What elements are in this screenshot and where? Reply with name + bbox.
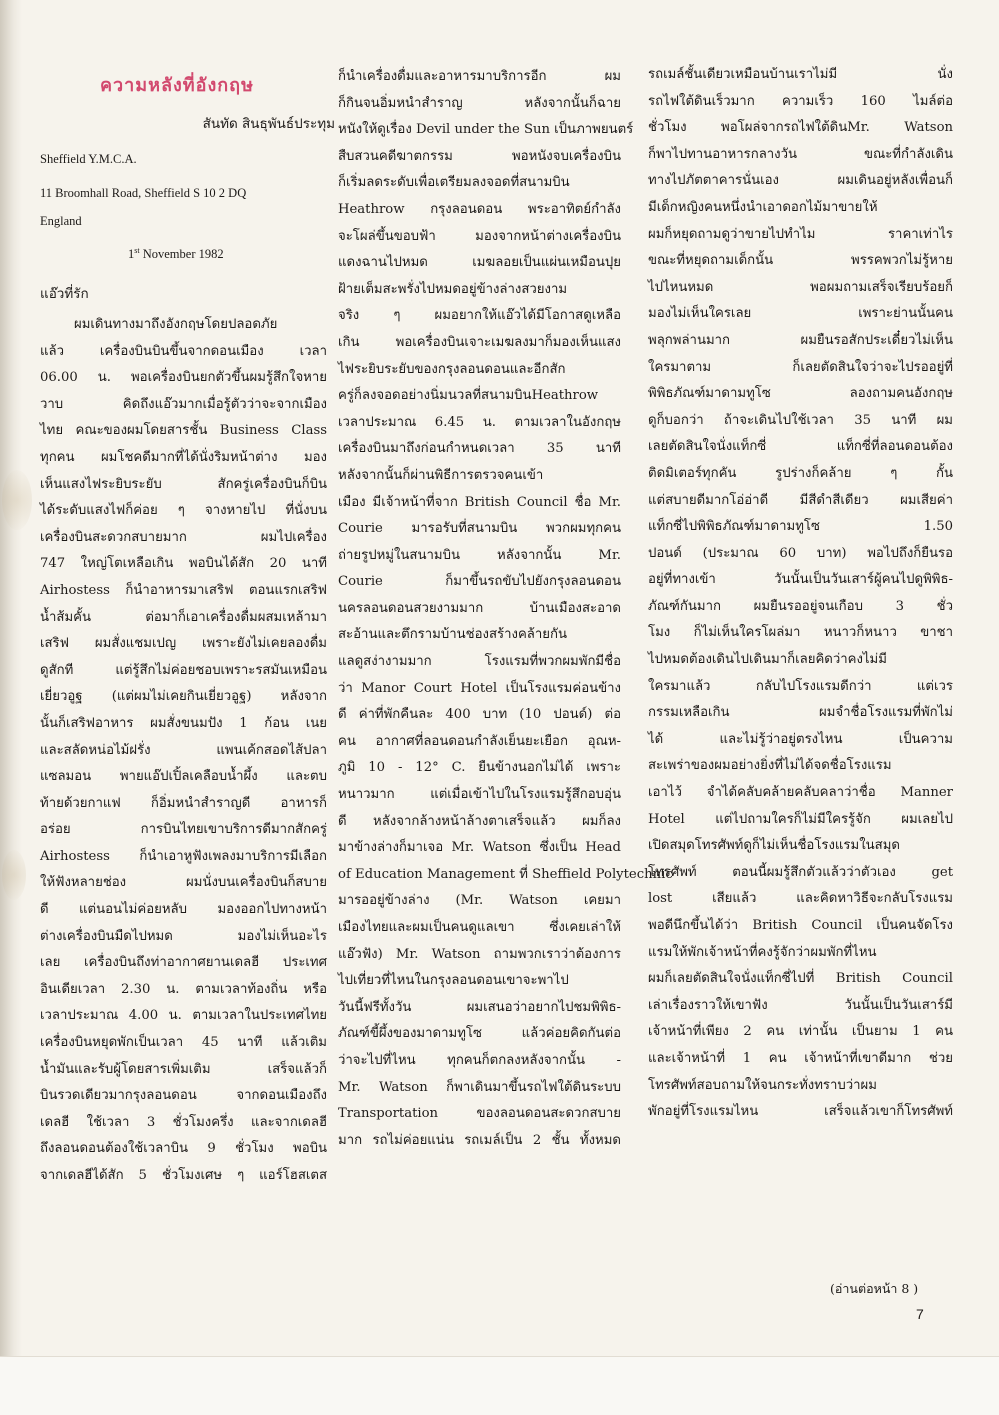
text-line: ไปไหนหมด พอผมถามเสร็จเรียบร้อยก็ bbox=[648, 279, 953, 295]
text-line: Mr. Watson ก็พาเดินมาขึ้นรถไฟใต้ดินระบบ bbox=[338, 1079, 621, 1095]
text-line: แรมให้พักเจ้าหน้าที่คงรู้จักว่าผมพักที่ไหน bbox=[648, 944, 877, 960]
text-line: ใครมาตาม ก็เลยตัดสินใจว่าจะไปรออยู่ที่ bbox=[648, 359, 953, 375]
text-line: จะโผล่ขึ้นขอบฟ้า มองจากหน้าต่างเครื่องบิน bbox=[338, 228, 621, 244]
text-line: เครื่องบินสะดวกสบายมาก ผมไปเครื่อง bbox=[40, 529, 327, 545]
text-line: แซลมอน พายแอ๊ปเปิ้ลเคลือบน้ำผึ้ง และตบ bbox=[40, 769, 327, 785]
text-line: เลยตัดสินใจนั่งแท็กซี่ แท็กซี่ที่ลอนดอนต้อง bbox=[648, 439, 953, 455]
text-line: ผมเดินทางมาถึงอังกฤษโดยปลอดภัย bbox=[74, 317, 278, 332]
text-line: พลุกพล่านมาก ผมยืนรอสักประเดี๋ยวไม่เห็น bbox=[648, 332, 953, 348]
text-line: เกิน พอเครื่องบินเจาะเมฆลงมาก็มองเห็นแสง bbox=[338, 334, 621, 350]
text-line: ไฟระยิบระยับของกรุงลอนดอนและอีกสัก bbox=[338, 361, 566, 377]
text-line: แต่สบายดีมากโอ่อ่าดี มีสีดำสีเดียว ผมเสียค่า bbox=[648, 492, 953, 508]
text-line: ชั่วโมง พอโผล่จากรถไฟใต้ดินMr. Watson bbox=[648, 120, 953, 136]
text-line: มาก รถไม่ค่อยแน่น รถเมล์เป็น 2 ชั้น ทั้งหมด bbox=[338, 1132, 621, 1148]
text-line: จริง ๆ ผมอยากให้แอ๊วได้มีโอกาสดูเหลือ bbox=[338, 308, 621, 324]
text-line: เลย เครื่องบินถึงท่าอากาศยานเดลฮี ประเทศ bbox=[40, 955, 327, 971]
text-line: หลังจากนั้นก็ผ่านพิธีการตรวจคนเข้า bbox=[338, 467, 544, 483]
article-title: ความหลังที่อังกฤษ bbox=[100, 75, 254, 96]
text-line: ก็เริ่มลดระดับเพื่อเตรียมลงจอดที่สนามบิน bbox=[338, 175, 570, 191]
text-line: ได้ระดับแสงไฟก็ค่อย ๆ จางหายไป ที่นั่งบน bbox=[40, 503, 327, 519]
text-line: ให้ฟังหลายช่อง ผมนั่งบนเครื่องบินก็สบาย bbox=[40, 875, 327, 891]
text-line: และสลัดหน่อไม้ฝรั่ง แพนเค้กสอดไส้ปลา bbox=[40, 742, 327, 758]
text-line: ภูมิ 10 - 12° C. ยืนข้างนอกไม่ได้ เพราะ bbox=[338, 760, 621, 776]
paper-stain bbox=[2, 470, 32, 530]
text-line: ว่าจะไปที่ไหน ทุกคนก็ตกลงหลังจากนั้น - bbox=[338, 1052, 621, 1068]
text-line: Courie มารอรับที่สนามบิน พวกผมทุกคน bbox=[338, 521, 621, 537]
text-line: หนาวมาก แต่เมื่อเข้าไปในโรงแรมรู้สึกอบอุ่น bbox=[338, 787, 621, 803]
text-line: มีเด็กหญิงคนหนึ่งนำเอาดอกไม้มาขายให้ bbox=[648, 199, 878, 215]
text-line: พักอยู่ที่โรงแรมไหน เสร็จแล้วเขาก็โทรศัพท์ bbox=[648, 1104, 953, 1120]
text-line: แล้ว เครื่องบินบินขึ้นจากดอนเมือง เวลา bbox=[40, 343, 327, 359]
text-line: ภัณฑ์ขี้ผึ้งของมาดามทูโซ แล้วค่อยคิดกันต่อ bbox=[338, 1026, 621, 1042]
text-line: ถึงลอนดอนต้องใช้เวลาบิน 9 ชั่วโมง พอบิน bbox=[40, 1141, 327, 1157]
text-line: เครื่องบินหยุดพักเป็นเวลา 45 นาที แล้วเติม bbox=[40, 1035, 327, 1051]
text-line: ได้ และไม่รู้ว่าอยู่ตรงไหน เป็นความ bbox=[648, 731, 953, 747]
text-line: โมง ก็ไม่เห็นใครโผล่มา หนาวก็หนาว ขาชา bbox=[648, 625, 953, 641]
text-line: เจ้าหน้าที่เพียง 2 คน เท่านั้น เป็นยาม 1 คน bbox=[648, 1024, 953, 1040]
text-line: โทรศัพท์สอบถามให้จนกระทั่งทราบว่าผม bbox=[648, 1077, 877, 1093]
text-line: กรรมเหลือเกิน ผมจำชื่อโรงแรมที่พักไม่ bbox=[648, 705, 953, 721]
text-line: อยู่ที่ทางเข้า วันนั้นเป็นวันเสาร์ผู้คนไปดูพิพิธ- bbox=[648, 572, 953, 588]
text-line: ดูก็บอกว่า ถ้าจะเดินไปใช้เวลา 35 นาที ผม bbox=[648, 412, 953, 428]
text-line: ก็พาไปทานอาหารกลางวัน ขณะที่กำลังเดิน bbox=[648, 146, 953, 162]
text-line: เยี่ยวอูฐ (แต่ผมไม่เคยกินเยี่ยวอูฐ) หลังจาก bbox=[40, 689, 327, 705]
text-line: เครื่องบินมาถึงก่อนกำหนดเวลา 35 นาที bbox=[338, 441, 621, 457]
text-line: ทางไปภัตตาคารนั่นเอง ผมเดินอยู่หลังเพื่อนก็ bbox=[648, 173, 953, 189]
text-line: วันนี้ฟรีทั้งวัน ผมเสนอว่าอยากไปชมพิพิธ- bbox=[338, 999, 621, 1015]
text-line: บินรวดเดียวมากรุงลอนดอน จากดอนเมืองถึง bbox=[40, 1088, 327, 1104]
text-line: โทรศัพท์ ตอนนี้ผมรู้สึกตัวแล้วว่าตัวเอง get bbox=[648, 864, 953, 880]
text-line: น้ำมันและรับผู้โดยสารเพิ่มเติม เสร็จแล้วก็ bbox=[40, 1061, 327, 1077]
text-line: ดี แต่นอนไม่ค่อยหลับ มองออกไปทางหน้า bbox=[40, 902, 327, 918]
text-line: และเจ้าหน้าที่ 1 คน เจ้าหน้าที่เขาดีมาก ช่วย bbox=[648, 1050, 953, 1066]
text-line: ไทย คณะของผมโดยสารชั้น Business Class bbox=[40, 423, 327, 439]
text-line: ก็กินจนอิ่มหนำสำราญ หลังจากนั้นก็ฉาย bbox=[338, 95, 621, 111]
text-line: เล่าเรื่องราวให้เขาฟัง วันนั้นเป็นวันเสาร์มี bbox=[648, 997, 953, 1013]
text-line: สะเพร่าของผมอย่างยิ่งที่ไม่ได้จดชื่อโรงแรม bbox=[648, 758, 892, 774]
text-line: เวลาประมาณ 6.45 น. ตามเวลาในอังกฤษ bbox=[338, 414, 621, 430]
paper-stain bbox=[2, 850, 26, 900]
text-line: จากเดลฮีได้สัก 5 ชั่วโมงเศษ ๆ แอร์โฮสเตส bbox=[40, 1168, 327, 1183]
text-line: ดี หลังจากล้างหน้าล้างตาเสร็จแล้ว ผมก็ลง bbox=[338, 813, 621, 829]
text-line: ใครมาแล้ว กลับไปโรงแรมดีกว่า แต่เวร bbox=[648, 678, 953, 694]
text-line: ผมก็หยุดถามดูว่าขายไปทำไม ราคาเท่าไร bbox=[648, 226, 953, 242]
text-line: ขณะที่หยุดถามเด็กนั้น พรรคพวกไม่รู้หาย bbox=[648, 253, 953, 269]
text-line: เปิดสมุดโทรศัพท์ดูก็ไม่เห็นชื่อโรงแรมในสมุด bbox=[648, 838, 900, 854]
text-line: เห็นแสงไฟระยิบระยับ สักครู่เครื่องบินก็บิน bbox=[40, 476, 327, 492]
text-line: เอาไว้ จำได้คลับคล้ายคลับคลาว่าชื่อ Manner bbox=[648, 785, 953, 801]
text-line: 06.00 น. พอเครื่องบินยกตัวขึ้นผมรู้สึกใจหาย bbox=[40, 370, 327, 386]
text-line: เมือง มีเจ้าหน้าที่จาก British Council ชื่อ Mr. bbox=[338, 494, 621, 510]
text-line: Airhostess ก็นำเอาหูฟังเพลงมาบริการมีเลือก bbox=[40, 848, 327, 864]
continue-note: (อ่านต่อหน้า 8 ) bbox=[830, 1281, 919, 1296]
text-column-3 bbox=[648, 62, 953, 1126]
address-line-1: Sheffield Y.M.C.A. bbox=[40, 152, 137, 166]
text-line: รถเมล์ชั้นเดียวเหมือนบ้านเราไม่มี นั่ง bbox=[648, 67, 953, 82]
text-column-2 bbox=[338, 64, 673, 1154]
text-column-1 bbox=[40, 312, 327, 1190]
text-line: ภัณฑ์กันมาก ผมยืนรออยู่จนเกือบ 3 ชั่ว bbox=[648, 598, 953, 614]
scan-bottom-margin bbox=[0, 1356, 999, 1415]
text-line: น้ำส้มคั้น ต่อมาก็เอาเครื่องดื่มผสมเหล้ามา bbox=[40, 609, 327, 625]
text-line: แท็กซี่ไปพิพิธภัณฑ์มาดามทูโซ 1.50 bbox=[648, 519, 953, 535]
text-line: สะอ้านและตึกรามบ้านช่องสร้างคล้ายกัน bbox=[338, 627, 567, 643]
address-line-3: England bbox=[40, 214, 82, 228]
text-line: Heathrow กรุงลอนดอน พระอาทิตย์กำลัง bbox=[338, 201, 621, 217]
text-line: ว่า Manor Court Hotel เป็นโรงแรมค่อนข้าง bbox=[338, 680, 621, 696]
text-line: เดลฮี ใช้เวลา 3 ชั่วโมงครึ่ง และจากเดลฮี bbox=[40, 1114, 327, 1130]
text-line: เสริฟ ผมสั่งแชมเปญ เพราะยังไม่เคยลองดื่ม bbox=[40, 636, 327, 652]
letter-date: 1st November 1982 bbox=[128, 246, 224, 262]
text-line: พิพิธภัณฑ์มาดามทูโซ ลองถามคนอังกฤษ bbox=[648, 386, 953, 402]
text-line: Courie ก็มาขึ้นรถขับไปยังกรุงลอนดอน bbox=[338, 574, 621, 590]
text-line: ปอนด์ (ประมาณ 60 บาท) พอไปถึงก็ยืนรอ bbox=[648, 545, 953, 561]
text-line: Airhostess ก็นำอาหารมาเสริฟ ตอนแรกเสริฟ bbox=[40, 582, 327, 598]
text-line: ไปเที่ยวที่ไหนในกรุงลอนดอนเขาจะพาไป bbox=[338, 973, 569, 989]
address-line-2: 11 Broomhall Road, Sheffield S 10 2 DQ bbox=[40, 186, 247, 200]
text-line: พอดีนึกขึ้นได้ว่า British Council เป็นคนจัดโรง bbox=[648, 918, 953, 933]
text-line: 747 ใหญ่โตเหลือเกิน พอบินได้สัก 20 นาที bbox=[40, 556, 327, 572]
text-line: ท้ายด้วยกาแฟ ก็อิ่มหนำสำราญดี อาหารก็ bbox=[40, 795, 327, 811]
page-number: 7 bbox=[916, 1306, 924, 1322]
text-line: ครู่ก็ลงจอดอย่างนิ่มนวลที่สนามบินHeathrow bbox=[338, 388, 599, 404]
text-line: มารออยู่ข้างล่าง (Mr. Watson เคยมา bbox=[338, 893, 621, 909]
text-line: วาบ คิดถึงแอ๊วมากเมื่อรู้ตัวว่าจะจากเมือง bbox=[40, 396, 327, 412]
article-author: สันทัด สินธุพันธ์ประทุม bbox=[202, 116, 335, 132]
text-line: ไปหมดต้องเดินไปเดินมาก็เลยคิดว่าคงไม่มี bbox=[648, 652, 887, 668]
text-line: แลดูสง่างามมาก โรงแรมที่พวกผมพักมีชื่อ bbox=[338, 654, 621, 670]
text-line: แดงฉานไปหมด เมฆลอยเป็นแผ่นเหมือนปุย bbox=[338, 255, 621, 271]
text-line: เวลาประมาณ 4.00 น. ตามเวลาในประเทศไทย bbox=[40, 1008, 327, 1024]
text-line: หนังให้ดูเรื่อง Devil under the Sun เป็นภาพยนตร์ bbox=[338, 122, 634, 138]
text-line: อินเดียเวลา 2.30 น. ตามเวลาท้องถิ่น หรือ bbox=[40, 981, 327, 997]
text-line: มองไม่เห็นใครเลย เพราะย่านนั้นคน bbox=[648, 306, 953, 322]
text-line: of Education Management ที่ Sheffield Polytechnic bbox=[338, 866, 673, 882]
text-line: ถ่ายรูปหมู่ในสนามบิน หลังจากนั้น Mr. bbox=[338, 547, 621, 563]
text-line: ฝ้ายเต็มสะพรั่งไปหมดอยู่ข้างล่างสวยงาม bbox=[338, 281, 568, 297]
text-line: นครลอนดอนสวยงามมาก บ้านเมืองสะอาด bbox=[338, 600, 621, 616]
text-line: ดี ค่าที่พักคืนละ 400 บาท (10 ปอนด์) ต่อ bbox=[338, 707, 621, 723]
text-line: ก็นำเครื่องดื่มและอาหารมาบริการอีก ผม bbox=[338, 69, 621, 84]
text-line: Hotel แต่ไปถามใครก็ไม่มีใครรู้จัก ผมเลยไป bbox=[648, 811, 953, 827]
text-line: เมืองไทยและผมเป็นคนดูแลเขา ซึ่งเคยเล่าให้ bbox=[338, 920, 621, 935]
text-line: ดูสักที แต่รู้สึกไม่ค่อยชอบเพราะรสมันเหมือน bbox=[40, 662, 327, 678]
text-line: อร่อย การบินไทยเขาบริการดีมากสักครู่ bbox=[40, 822, 327, 838]
text-line: แอ๊วฟัง) Mr. Watson ถามพวกเราว่าต้องการ bbox=[338, 946, 621, 962]
salutation: แอ๊วที่รัก bbox=[40, 286, 89, 302]
text-line: ต่างเครื่องบินมืดไปหมด มองไม่เห็นอะไร bbox=[40, 928, 327, 944]
text-line: รถไฟใต้ดินเร็วมาก ความเร็ว 160 ไมล์ต่อ bbox=[648, 93, 953, 109]
text-line: ทุกคน ผมโชคดีมากที่ได้นั่งริมหน้าต่าง มอง bbox=[40, 449, 327, 465]
text-line: มาข้างล่างก็มาเจอ Mr. Watson ซึ่งเป็น Head bbox=[338, 840, 621, 856]
text-line: คน อากาศที่ลอนดอนกำลังเย็นยะเยือก อุณห- bbox=[338, 733, 621, 749]
text-line: ผมก็เลยตัดสินใจนั่งแท็กซี่ไปที่ British Council bbox=[648, 971, 953, 987]
text-line: Transportation ของลอนดอนสะดวกสบาย bbox=[338, 1106, 621, 1122]
text-line: นั้นก็เสริฟอาหาร ผมสั่งขนมปัง 1 ก้อน เนย bbox=[40, 715, 327, 731]
text-line: ติดมิเตอร์ทุกคัน รูปร่างก็คล้าย ๆ กั้น bbox=[648, 465, 953, 481]
page-edge-shadow bbox=[0, 0, 22, 1414]
text-line: lost เสียแล้ว และคิดหาวิธีจะกลับโรงแรม bbox=[648, 891, 953, 907]
text-line: สืบสวนคดีฆาตกรรม พอหนังจบเครื่องบิน bbox=[338, 148, 621, 164]
